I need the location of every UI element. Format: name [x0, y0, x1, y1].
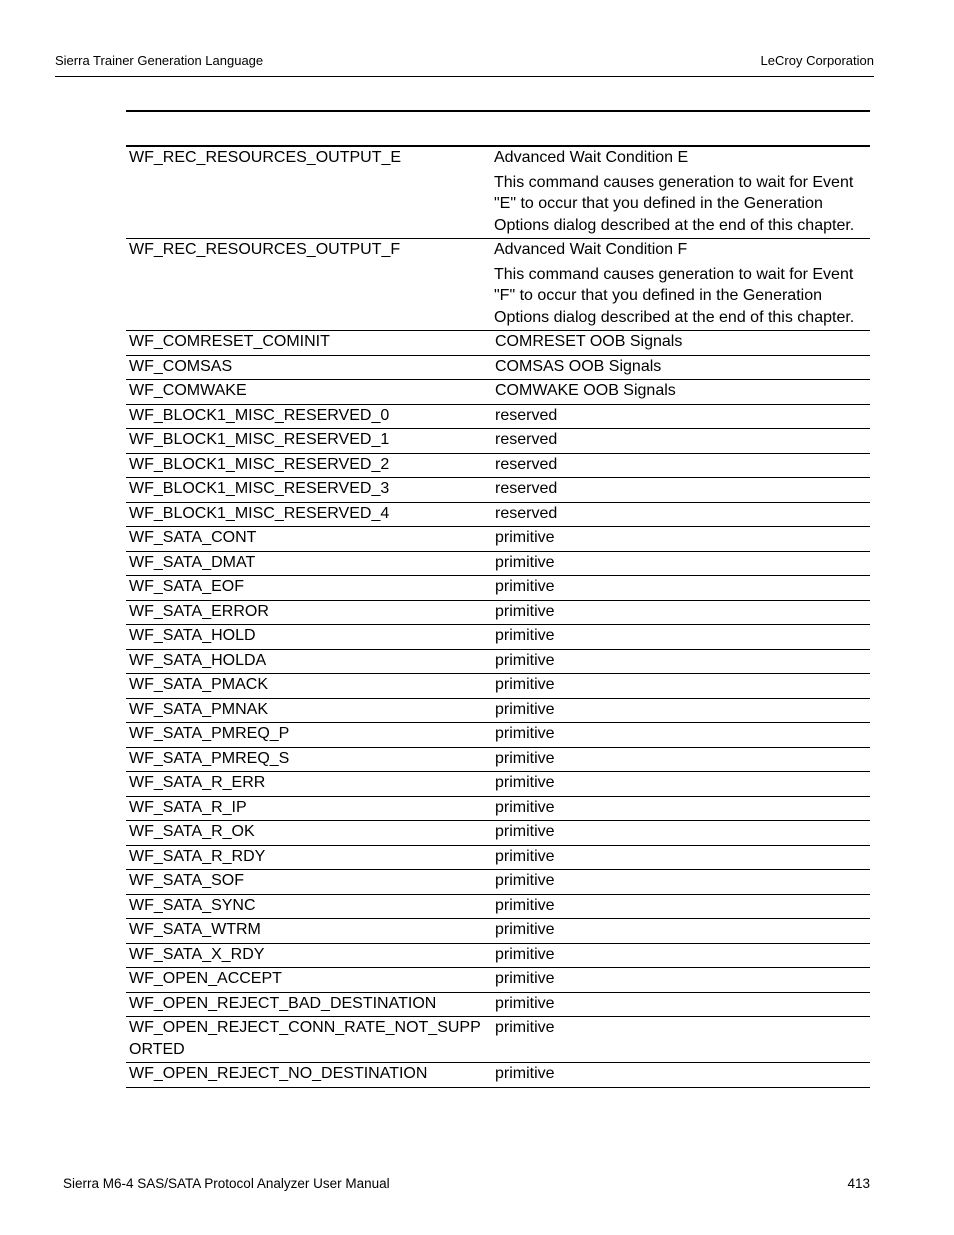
- table-row: [126, 552, 870, 577]
- table-row: [126, 968, 870, 993]
- table-row: [126, 919, 870, 944]
- table-row: [126, 239, 870, 331]
- command-name: WF_SATA_HOLDA: [129, 651, 267, 669]
- table-row: [126, 147, 870, 239]
- command-title: primitive: [495, 602, 555, 620]
- footer-manual-title: Sierra M6-4 SAS/SATA Protocol Analyzer User Manual: [63, 1176, 390, 1191]
- command-name: WF_OPEN_REJECT_CONN_RATE_NOT_SUPPORTED: [129, 1019, 481, 1058]
- command-title: primitive: [495, 921, 555, 938]
- command-title: primitive: [495, 700, 555, 718]
- command-name: WF_OPEN_ACCEPT: [129, 970, 282, 987]
- command-name: WF_SATA_R_RDY: [129, 847, 266, 865]
- table-row: [126, 846, 870, 871]
- command-description-cell: [487, 919, 870, 943]
- table-row: [126, 674, 870, 699]
- command-description-cell: [487, 772, 870, 796]
- page-header: [55, 50, 874, 77]
- command-description-cell: [487, 454, 870, 478]
- table-row: [126, 993, 870, 1018]
- table-row: [126, 821, 870, 846]
- command-name: WF_BLOCK1_MISC_RESERVED_4: [129, 504, 390, 522]
- table-row: [126, 331, 870, 356]
- command-description-cell: [487, 356, 870, 380]
- command-name: WF_SATA_R_ERR: [129, 774, 266, 791]
- command-title: primitive: [495, 553, 555, 571]
- command-title: primitive: [495, 945, 555, 963]
- command-title: primitive: [495, 529, 555, 546]
- command-title: primitive: [495, 1065, 555, 1082]
- table-row: [126, 699, 870, 724]
- table-row: [126, 944, 870, 969]
- command-name: WF_COMSAS: [129, 357, 233, 375]
- command-name: WF_SATA_HOLD: [129, 627, 256, 644]
- command-title: primitive: [495, 1019, 555, 1036]
- command-title: primitive: [495, 749, 555, 767]
- command-title: primitive: [495, 627, 555, 644]
- header-left-text: Sierra Trainer Generation Language: [55, 53, 264, 68]
- command-name: WF_REC_RESOURCES_OUTPUT_E: [129, 149, 402, 166]
- command-name: WF_SATA_SYNC: [129, 896, 256, 914]
- command-description-cell: [487, 723, 870, 747]
- command-title: reserved: [495, 455, 558, 473]
- command-title: primitive: [495, 847, 555, 865]
- table-row: [126, 478, 870, 503]
- table-row: [126, 772, 870, 797]
- command-title: primitive: [495, 578, 555, 595]
- command-description-cell: [487, 797, 870, 821]
- table-row: [126, 601, 870, 626]
- command-name: WF_SATA_PMACK: [129, 676, 268, 693]
- command-name: WF_COMRESET_COMINIT: [129, 333, 330, 350]
- command-name: WF_BLOCK1_MISC_RESERVED_0: [129, 406, 390, 424]
- command-name: WF_SATA_X_RDY: [129, 945, 265, 963]
- table-row: [126, 405, 870, 430]
- command-name: WF_SATA_PMREQ_S: [129, 749, 290, 767]
- command-description-cell: [487, 576, 870, 600]
- command-description-cell: [487, 331, 870, 355]
- command-description: This command causes generation to wait for Event "F" to occur that you defined in the Generation Options dialog described at the end of this chapter.: [494, 265, 855, 326]
- command-name: WF_BLOCK1_MISC_RESERVED_2: [129, 455, 390, 473]
- command-description-cell: [487, 601, 870, 625]
- table-row: [126, 356, 870, 381]
- command-description-cell: [487, 870, 870, 894]
- command-title: primitive: [495, 651, 555, 669]
- command-title: Advanced Wait Condition E: [494, 149, 689, 166]
- table-row: [126, 1063, 870, 1088]
- table-top-rule: [126, 110, 870, 112]
- footer-page-number: 413: [847, 1176, 870, 1191]
- command-title: reserved: [495, 431, 558, 448]
- table-row: [126, 576, 870, 601]
- command-description-cell: [487, 846, 870, 870]
- command-title: COMWAKE OOB Signals: [495, 382, 676, 399]
- table-row: [126, 380, 870, 405]
- command-description-cell: [487, 821, 870, 845]
- command-name: WF_BLOCK1_MISC_RESERVED_1: [129, 431, 390, 448]
- command-name: WF_SATA_WTRM: [129, 921, 261, 938]
- command-description-cell: [487, 699, 870, 723]
- command-description-cell: [487, 429, 870, 453]
- table-row: [126, 429, 870, 454]
- command-title: primitive: [495, 725, 555, 742]
- command-description-cell: [487, 527, 870, 551]
- table-row: [126, 797, 870, 822]
- command-name: WF_REC_RESOURCES_OUTPUT_F: [129, 241, 401, 258]
- command-name: WF_BLOCK1_MISC_RESERVED_3: [129, 480, 390, 497]
- command-title: primitive: [495, 994, 555, 1012]
- command-title: COMRESET OOB Signals: [495, 333, 683, 350]
- command-name: WF_SATA_ERROR: [129, 602, 269, 620]
- command-description-cell: [487, 650, 870, 674]
- command-description-cell: [487, 944, 870, 968]
- command-description: This command causes generation to wait for Event "E" to occur that you defined in the Generation Options dialog described at the end of this chapter.: [494, 173, 855, 234]
- table-row: [126, 527, 870, 552]
- table-row: [126, 723, 870, 748]
- command-description-cell: [487, 674, 870, 698]
- command-name: WF_SATA_R_IP: [129, 798, 247, 816]
- command-description-cell: [487, 239, 870, 330]
- command-description-cell: [487, 380, 870, 404]
- command-description-cell: [487, 625, 870, 649]
- table-row: [126, 503, 870, 528]
- table-row: [126, 1017, 870, 1063]
- command-description-cell: [487, 147, 870, 238]
- command-description-cell: [487, 503, 870, 527]
- command-name: WF_SATA_EOF: [129, 578, 244, 595]
- command-title: primitive: [495, 774, 555, 791]
- command-title: primitive: [495, 676, 555, 693]
- command-title: primitive: [495, 872, 555, 889]
- command-description-cell: [487, 478, 870, 502]
- table-row: [126, 870, 870, 895]
- table-row: [126, 454, 870, 479]
- command-description-cell: [487, 895, 870, 919]
- command-description-cell: [487, 1063, 870, 1087]
- table-row: [126, 650, 870, 675]
- header-right-text: LeCroy Corporation: [760, 53, 874, 68]
- command-name: WF_SATA_PMNAK: [129, 700, 268, 718]
- command-title: COMSAS OOB Signals: [495, 357, 662, 375]
- command-name: WF_OPEN_REJECT_BAD_DESTINATION: [129, 994, 437, 1012]
- table-row: [126, 895, 870, 920]
- command-description-cell: [487, 405, 870, 429]
- command-title: primitive: [495, 798, 555, 816]
- command-description-cell: [487, 993, 870, 1017]
- command-title: primitive: [495, 823, 555, 840]
- command-name: WF_SATA_R_OK: [129, 823, 255, 840]
- command-name: WF_SATA_DMAT: [129, 553, 256, 571]
- command-title: Advanced Wait Condition F: [494, 241, 688, 258]
- table-row: [126, 748, 870, 773]
- command-table: [126, 145, 870, 1088]
- command-title: primitive: [495, 896, 555, 914]
- command-name: WF_SATA_CONT: [129, 529, 257, 546]
- command-name: WF_SATA_SOF: [129, 872, 244, 889]
- table-row: [126, 625, 870, 650]
- command-name: WF_OPEN_REJECT_NO_DESTINATION: [129, 1065, 428, 1082]
- command-title: reserved: [495, 504, 558, 522]
- command-description-cell: [487, 1017, 870, 1062]
- command-description-cell: [487, 552, 870, 576]
- command-name: WF_COMWAKE: [129, 382, 247, 399]
- command-name: WF_SATA_PMREQ_P: [129, 725, 290, 742]
- command-description-cell: [487, 968, 870, 992]
- command-title: reserved: [495, 406, 558, 424]
- command-description-cell: [487, 748, 870, 772]
- command-title: reserved: [495, 480, 558, 497]
- command-title: primitive: [495, 970, 555, 987]
